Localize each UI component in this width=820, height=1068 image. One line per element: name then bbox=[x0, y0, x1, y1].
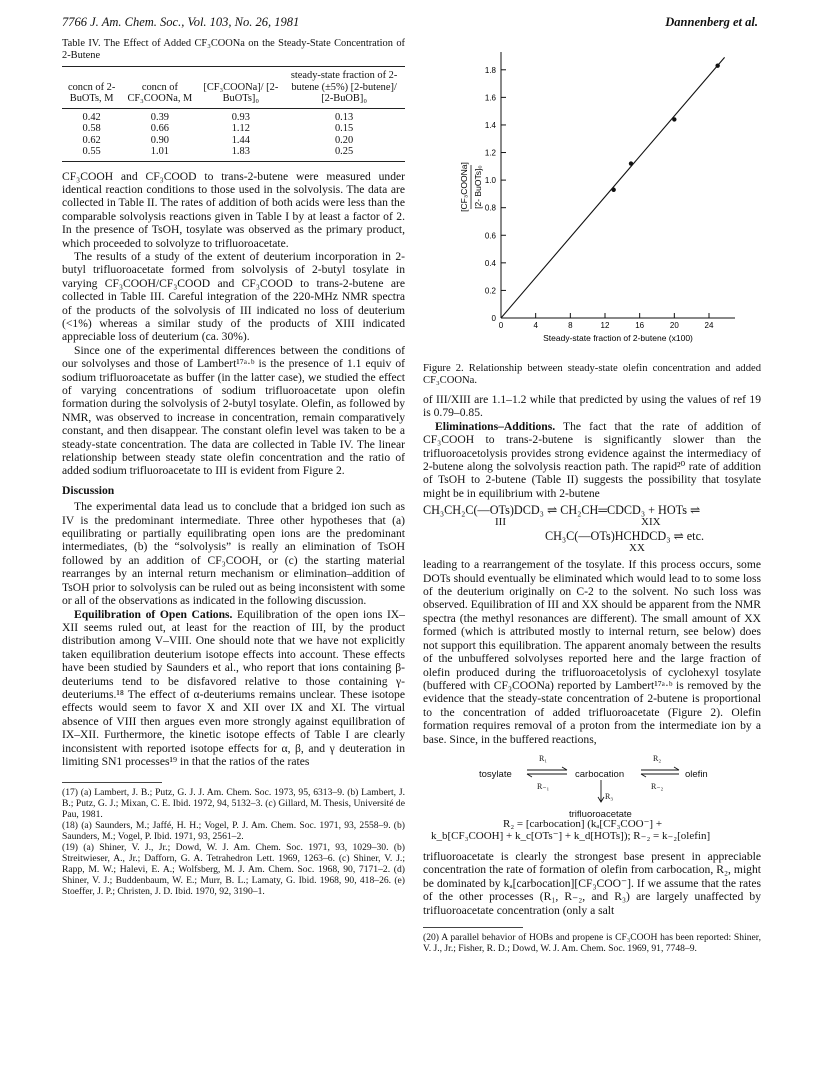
body-paragraph: Since one of the experimental differences between the conditions of our solvolyses and those of Lambert¹⁷ᵃ·ᵇ is the presence of 1.1 equiv of sodium trifluoroacetate as buffer (in the latter case), we studied the effect of varying concentrations of sodium trifluoroacetate upon olefin formation during the solvolysis of 2-butyl tosylate. Olefin, as followed by NMR, was observed to increase in concentration, remain comparatively constant, and then disappear. The constant olefin level was taken to be a steady-state concentration. The data are collected in Table IV. The linear relationship between steady state olefin concentration and the ratio of added sodium trifluoroacetate to III is evident from Figure 2. bbox=[62, 343, 405, 478]
page-header bbox=[62, 15, 758, 33]
table-row bbox=[62, 108, 405, 123]
scheme-species: carbocation bbox=[575, 768, 625, 780]
table-cell: 0.58 bbox=[82, 123, 101, 134]
table-cell: 0.13 bbox=[283, 108, 405, 123]
data-point bbox=[611, 188, 615, 192]
table-cell: 0.15 bbox=[334, 123, 354, 134]
table-row bbox=[62, 123, 405, 135]
chart-svg bbox=[423, 38, 761, 360]
body-paragraph: of III/XIII are 1.1–1.2 while that predicted by using the values of ref 19 is 0.79–0.85. bbox=[423, 393, 761, 420]
running-header-citation: 7766 J. Am. Chem. Soc., Vol. 103, No. 26, 1981 bbox=[62, 15, 300, 29]
table-header-cell: concn of CF₃COONa, M bbox=[127, 81, 193, 104]
table-cell: 0.55 bbox=[82, 146, 101, 157]
scheme-species: olefin bbox=[685, 768, 708, 780]
rate-label: R₋₂ bbox=[651, 781, 664, 791]
table-caption: Table IV. The Effect of Added CF₃COONa on the Steady-State Concentration of 2-Butene bbox=[62, 38, 405, 61]
x-tick-label: 8 bbox=[568, 321, 573, 330]
table-header-cell: concn of 2-BuOTs, M bbox=[67, 81, 116, 104]
body-paragraph bbox=[423, 420, 761, 500]
rate-equation: k_b[CF₃COOH] + k_c[OTs⁻] + k_d[HOTs]); R₋₂ = k₋₂[olefin] bbox=[431, 829, 711, 842]
y-tick-label: 1.8 bbox=[484, 65, 496, 75]
table-cell: 0.20 bbox=[334, 134, 354, 146]
body-paragraph: trifluoroacetate is clearly the strongest base present in appreciable concentration the rate of formation of olefin from carbocation, R₂, might be dominated by kₐ[carbocation][CF₃COO⁻]. If we assume that the rates of the other processes (R₁, R₋₂, and R₃) are largely unaffected by trifluoroacetate concentration (only a salt bbox=[423, 849, 761, 917]
table-cell: 0.66 bbox=[150, 123, 169, 134]
body-paragraph: leading to a rearrangement of the tosylate. If this process occurs, some DOTs should eventually be eliminated which would lead to to some loss of the deuterium originally on C-2 to the solvent. No such loss was observed. Equilibration of III and XX should be apparent from the NMR spectra (the methyl resonances are different). The small amount of XX formed (which is attributed mostly to internal return, see below) does not support this equilibration. The apparent anomaly between the results of the unbuffered solvolyses reported here and the large fraction of olefin produced during the trifluoroacetolysis of cyclohexyl tosylate (buffered with CF₃COONa) reported by Lambert¹⁷ᵃ·ᵇ is removed by the evidence that the steady-state concentration of 2-butene is proportional to the concentration of added trifluoroacetate (Figure 2). Olefin formation requires removal of a proton from the intermediate ion by a base. Since, in the buffered reactions, bbox=[423, 558, 761, 746]
section-heading: Discussion bbox=[62, 483, 115, 497]
body-paragraph: The results of a study of the extent of deuterium incorporation in 2-butyl trifluoroacetate formed from solvolysis of 2-butyl tosylate in varying CF₃COOH/CF₃COOD and CF₃COOD to trans-2-butene are collected in Table III. Careful integration of the 220-MHz NMR spectra of the products of the solvolysis of III indicated no loss of deuterium (<1%) whereas a similar study of the products of XIII indicated appreciable loss of deuterium (ca. 30%). bbox=[62, 249, 405, 344]
table-row bbox=[62, 135, 405, 147]
table-cell: 1.83 bbox=[231, 146, 250, 157]
scheme-species: tosylate bbox=[479, 768, 512, 780]
x-tick-label: 20 bbox=[669, 321, 679, 330]
table-header-cell: steady-state fraction of 2-butene (±5%) [2-butene]/ [2-BuOB]₀ bbox=[290, 70, 398, 104]
table-row bbox=[62, 146, 405, 161]
footnote: (18) (a) Saunders, M.; Jaffé, H. H.; Vogel, P. J. Am. Chem. Soc. 1971, 93, 2558–9. (b) Saunders, M.; Vogel, P. Ibid. 1971, 93, 2561–2. bbox=[62, 820, 405, 843]
table-cell: 1.12 bbox=[231, 123, 250, 134]
table-header-cell: [CF₃COONa]/ [2-BuOTs]₀ bbox=[203, 81, 279, 104]
y-tick-label: 0.4 bbox=[484, 258, 496, 268]
rate-label: R₃ bbox=[605, 791, 614, 801]
x-axis-label: Steady-state fraction of 2-butene (x100) bbox=[543, 333, 693, 343]
data-point bbox=[715, 63, 719, 67]
rate-label: R₁ bbox=[539, 753, 548, 763]
table-header-row bbox=[62, 67, 405, 109]
x-tick-label: 0 bbox=[498, 321, 504, 330]
rate-label: R₂ bbox=[653, 753, 662, 763]
y-tick-label: 1.6 bbox=[484, 93, 496, 103]
figure-2 bbox=[423, 38, 761, 360]
scheme-arrows bbox=[423, 746, 761, 826]
paragraph-heading: Eliminations–Additions. bbox=[435, 419, 556, 433]
figure-caption: Figure 2. Relationship between steady-state olefin concentration and added CF₃COONa. bbox=[423, 363, 761, 386]
footnote: (17) (a) Lambert, J. B.; Putz, G. J. J. Am. Chem. Soc. 1973, 95, 6313–9. (b) Lambert, J. B.; Putz, G. J.; Mixan, C. E. Ibid. 1972, 94, 5132–3. (c) Gillard, M. Thesis, Université de Pau, 1981. bbox=[62, 787, 405, 821]
footnote: (20) A parallel behavior of HOBs and propene is CF₃COOH has been reported: Shiner, V. J., Jr.; Fisher, R. D.; Dowd, W. J. Am. Chem. Soc. 1969, 91, 7748–9. bbox=[423, 931, 761, 954]
paragraph-text: The fact that the rate of addition of CF₃COOH to trans-2-butene is significantly slower than the trifluoroacetolysis provides strong evidence against the intermediacy of 2-butene along the solvolysis reaction path. The rapid²⁰ rate of addition of TsOH to 2-butene (Table II) suggests the possibility that tosylate might be in equilibrium with 2-butene bbox=[423, 419, 761, 500]
kinetic-scheme bbox=[423, 746, 761, 842]
x-tick-label: 16 bbox=[635, 321, 645, 330]
paragraph-text: Equilibration of the open ions IX–XII seems ruled out, at least for the reaction of III, by the product distribution among V–VIII. One should note that we have not explicitly taken equilibration deuterium isotope effects into account. These effects have been studied by Saunders et al., who report that ions containing β-deuteriums tend to be disfavored relative to those containing γ-deuteriums.¹⁸ The effect of α-deuteriums remains unclear. These isotope effects would seem to favor X and XII over IX and XI. The virtual absence of VIII then argues even more strongly against equilibration of IX–XII. Furthermore, the kinetic isotope effects of Table I are clearly inconsistent with reported isotope effects for α, β, and γ deuteration in limiting SN1 processes¹⁹ in that the ratios of the rates bbox=[62, 607, 405, 768]
footnotes bbox=[423, 932, 761, 954]
equilibrium-equation bbox=[423, 503, 761, 555]
left-column bbox=[62, 38, 405, 897]
compound-label: XIX bbox=[641, 516, 661, 529]
y-tick-label: 0 bbox=[491, 314, 496, 323]
table-cell: 0.42 bbox=[62, 108, 121, 123]
y-tick-label: 0.8 bbox=[484, 203, 496, 213]
table-cell: 0.62 bbox=[82, 134, 101, 146]
rate-equation: R₂ = [carbocation] (kₐ[CF₃COO⁻] + bbox=[503, 817, 663, 830]
y-tick-label: 0.6 bbox=[484, 231, 496, 241]
running-header-authors: Dannenberg et al. bbox=[665, 15, 758, 29]
table-cell: 1.01 bbox=[150, 146, 169, 157]
y-tick-label: 0.2 bbox=[484, 286, 496, 296]
paragraph-heading: Equilibration of Open Cations. bbox=[74, 607, 233, 621]
data-point bbox=[672, 117, 676, 121]
table-iv bbox=[62, 66, 405, 162]
body-paragraph bbox=[62, 608, 405, 769]
equation-line: CH₃C(—OTs)HCHDCD₃ ⇌ etc. bbox=[545, 529, 705, 544]
x-tick-label: 12 bbox=[600, 321, 610, 330]
fit-line bbox=[501, 57, 725, 318]
scheme-species: trifluoroacetate bbox=[569, 808, 632, 820]
footnote-rule bbox=[423, 927, 523, 928]
rate-label: R₋₁ bbox=[537, 781, 550, 791]
y-tick-label: 1.0 bbox=[484, 176, 496, 186]
y-tick-label: 1.2 bbox=[484, 148, 496, 158]
right-column bbox=[423, 38, 761, 954]
table-cell: 0.93 bbox=[199, 108, 284, 123]
y-axis-label: [2- BuOTs]₀ bbox=[473, 165, 483, 209]
body-paragraph: The experimental data lead us to conclude that a bridged ion such as IV is the predominant intermediate. Three other hypotheses that (a) equilibrating or partially equilibrating open ions are the predominant intermediates, (b) the “solvolysis” is really an elimination of TsOH followed by an addition of CF₃COOH, or (c) the starting material rearranges by an internal return mechanism or elimination–addition of TsOH prior to solvolysis can be ruled out as being inconsistent with some or all of the observations as indicated in the following discussion. bbox=[62, 500, 405, 608]
body-paragraph: CF₃COOH and CF₃COOD to trans-2-butene were measured under identical reaction conditions to those used in the solvolysis. The data are collected in Table II. The rates of addition of both acids were less than the comparable solvolysis reactions given in Table I by at least a factor of 2. In the presence of TsOH, tosylate was observed as the primary product, which proceeded to solvolyze to trifluoroacetate. bbox=[62, 169, 405, 250]
table-cell: 0.25 bbox=[334, 146, 354, 157]
footnotes bbox=[62, 787, 405, 897]
x-tick-label: 4 bbox=[533, 321, 538, 330]
table-cell: 0.39 bbox=[121, 108, 198, 123]
compound-label: III bbox=[495, 516, 506, 529]
y-tick-label: 1.4 bbox=[484, 120, 496, 130]
compound-label: XX bbox=[629, 542, 645, 555]
equation-line: CH₃CH₂C(—OTs)DCD₃ ⇌ CH₂CH═CDCD₃ + HOTs ⇌ bbox=[423, 503, 701, 518]
footnote-rule bbox=[62, 782, 162, 783]
data-point bbox=[629, 161, 633, 165]
table-cell: 1.44 bbox=[231, 134, 250, 146]
y-axis-label: [CF₃COONa] bbox=[459, 162, 469, 212]
x-tick-label: 24 bbox=[704, 321, 714, 330]
table-cell: 0.90 bbox=[150, 134, 169, 146]
footnote: (19) (a) Shiner, V. J., Jr.; Dowd, W. J. Am. Chem. Soc. 1971, 93, 1029–30. (b) Streitwieser, A., Jr.; Dafforn, G. A. Tetrahedron Lett. 1969, 1263–6. (c) Shiner, V. J.; Rapp, M. W.; Halevi, E. A.; Wolfsberg, M. J. Am. Chem. Soc. 1968, 90, 7171–2. (d) Shiner, V. J.; Buddenbaum, W. E.; Murr, B. L.; Lamaty, G. Ibid. 1968, 90, 418–26. (e) Stoeffer, J. P.; Christen, J. D. Ibid. 1970, 92, 3190–1. bbox=[62, 842, 405, 898]
